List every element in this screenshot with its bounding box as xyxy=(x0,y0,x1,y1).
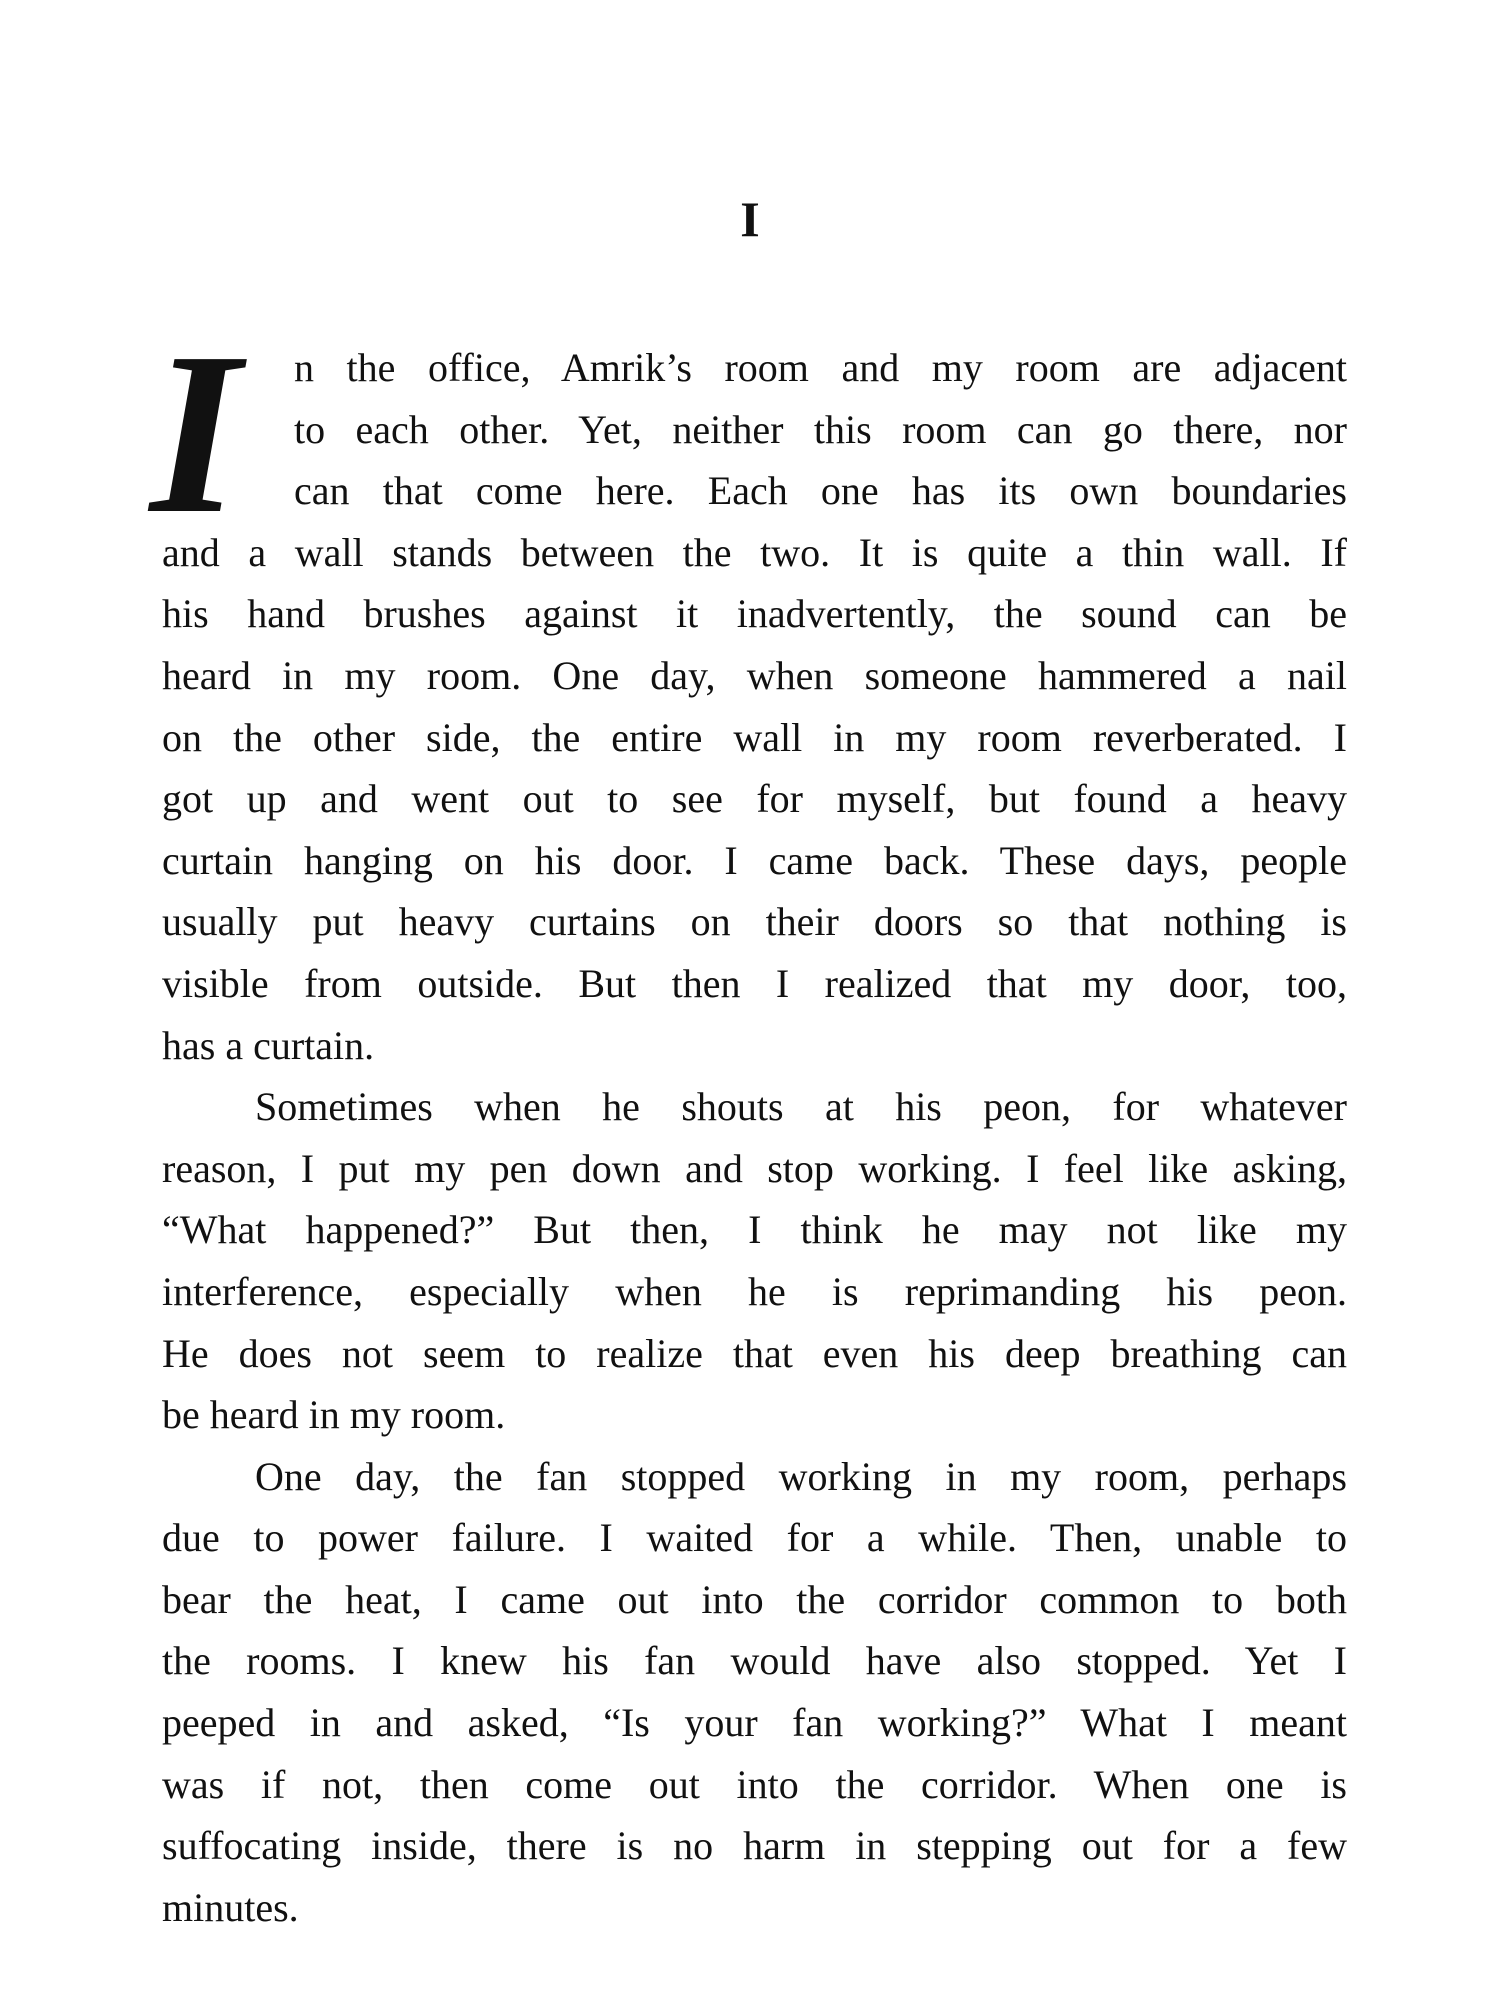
text-line: has a curtain. xyxy=(162,1022,375,1068)
text-line: due to power failure. I waited for a while. Then, unable to xyxy=(162,1515,1347,1561)
text-line: the rooms. I knew his fan would have also stopped. Yet I xyxy=(162,1638,1347,1684)
text-line: He does not seem to realize that even his deep breathing can xyxy=(162,1330,1347,1376)
text-line: “What happened?” But then, I think he may not like my xyxy=(162,1207,1347,1253)
text-line: and a wall stands between the two. It is quite a thin wall. If xyxy=(162,529,1347,575)
body-text xyxy=(162,337,1347,1938)
text-line: reason, I put my pen down and stop working. I feel like asking, xyxy=(162,1145,1347,1191)
text-line: peeped in and asked, “Is your fan working?” What I meant xyxy=(162,1700,1347,1746)
drop-cap: I xyxy=(150,305,241,562)
text-line: curtain hanging on his door. I came back. These days, people xyxy=(162,837,1347,883)
text-line: was if not, then come out into the corridor. When one is xyxy=(162,1761,1347,1807)
text-line: interference, especially when he is reprimanding his peon. xyxy=(162,1268,1347,1314)
text-line: heard in my room. One day, when someone hammered a nail xyxy=(162,652,1347,698)
text-line: can that come here. Each one has its own boundaries xyxy=(294,468,1347,514)
text-line: minutes. xyxy=(162,1884,299,1930)
text-line: n the office, Amrik’s room and my room are adjacent xyxy=(294,345,1347,390)
text-line: visible from outside. But then I realized that my door, too, xyxy=(162,960,1347,1006)
text-line: bear the heat, I came out into the corridor common to both xyxy=(162,1576,1347,1622)
text-line: usually put heavy curtains on their doors so that nothing is xyxy=(162,899,1347,945)
text-line: his hand brushes against it inadvertently, the sound can be xyxy=(162,591,1347,637)
chapter-heading: I xyxy=(740,191,760,247)
text-line: One day, the fan stopped working in my room, perhaps xyxy=(255,1453,1347,1499)
text-line: got up and went out to see for myself, but found a heavy xyxy=(162,776,1347,822)
text-line: suffocating inside, there is no harm in stepping out for a few xyxy=(162,1823,1347,1869)
text-line: on the other side, the entire wall in my room reverberated. I xyxy=(162,714,1347,760)
text-line: Sometimes when he shouts at his peon, for whatever xyxy=(255,1084,1347,1130)
text-line: be heard in my room. xyxy=(162,1392,506,1438)
text-line: to each other. Yet, neither this room can go there, nor xyxy=(294,406,1347,452)
